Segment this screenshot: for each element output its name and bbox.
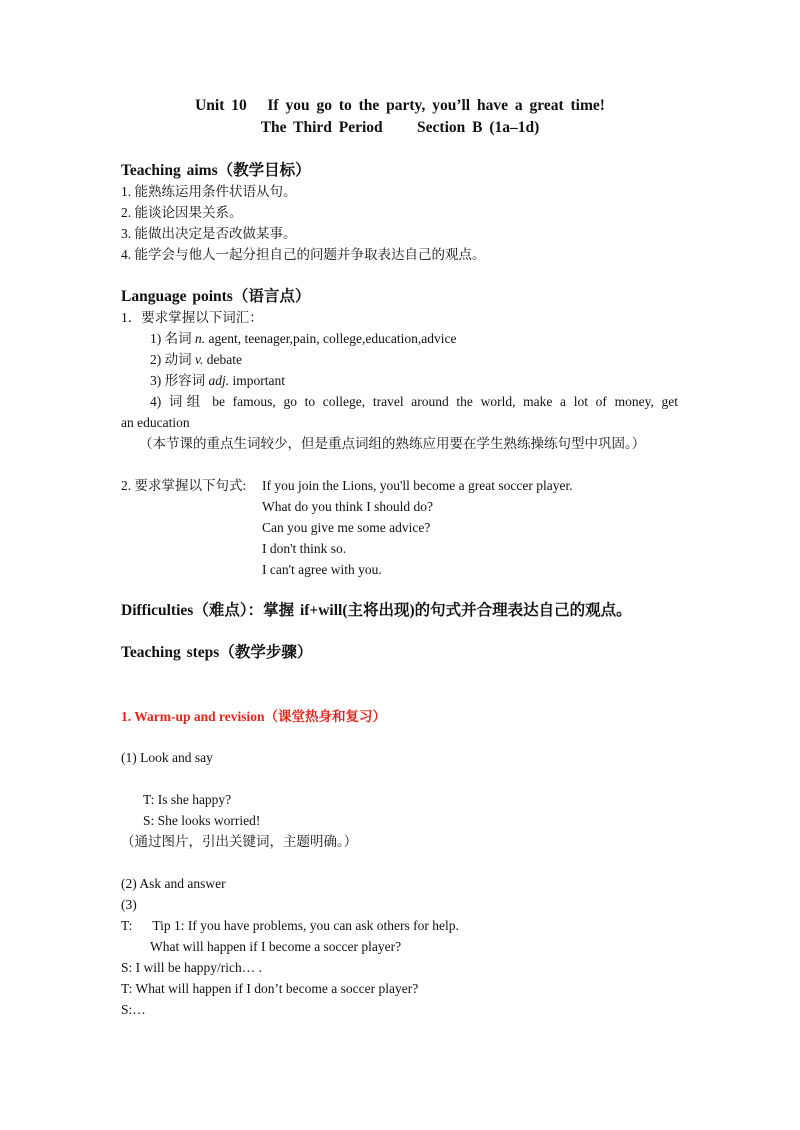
item-three: (3): [121, 897, 137, 912]
language-note: （本节课的重点生词较少，但是重点词组的熟练应用要在学生熟练操练句型中巩固。）: [139, 436, 646, 451]
look-and-say: (1) Look and say: [121, 750, 213, 765]
sentence-1: If you join the Lions, you'll become a great soccer player.: [262, 478, 573, 493]
difficulties-heading: Difficulties（难点）：掌握 if+will(主将出现)的句式并合理表达自己的观点。: [121, 602, 632, 619]
dialog-line-5: S:…: [121, 1002, 146, 1017]
vocab-num: 3) 形容词: [150, 373, 209, 388]
vocab-words: agent, teenager,pain, college,education,advice: [205, 331, 457, 346]
sentence-5: I can't agree with you.: [262, 562, 382, 577]
teaching-steps-heading: Teaching steps（教学步骤）: [121, 644, 313, 661]
phrases-line-2: an education: [121, 415, 190, 430]
sentence-2: What do you think I should do?: [262, 499, 433, 514]
title-line-2: The Third Period Section B (1a–1d): [260, 119, 540, 136]
part-of-speech: n.: [195, 331, 206, 346]
vocab-words: important: [229, 373, 286, 388]
vocab-words: debate: [203, 352, 242, 367]
vocab-num: 1) 名词: [150, 331, 195, 346]
warmup-note: （通过图片，引出关键词，主题明确。）: [121, 834, 358, 849]
aim-item-2: 2. 能谈论因果关系。: [121, 205, 243, 220]
part-of-speech: adj.: [208, 373, 230, 388]
vocab-item-1: [150, 330, 456, 348]
title-line-1: Unit 10 If you go to the party, you’ll have a great time!: [195, 97, 605, 114]
vocab-item-2: [150, 351, 242, 369]
vocab-intro: 1．要求掌握以下词汇：: [121, 310, 263, 325]
vocab-num: 2) 动词: [150, 352, 195, 367]
teacher-line: T: Is she happy?: [143, 792, 232, 807]
dialog-line-4: T: What will happen if I don’t become a soccer player?: [121, 981, 419, 996]
aim-item-4: 4. 能学会与他人一起分担自己的问题并争取表达自己的观点。: [121, 247, 486, 262]
sentence-3: Can you give me some advice?: [262, 520, 431, 535]
aim-item-3: 3. 能做出决定是否改做某事。: [121, 226, 297, 241]
ask-and-answer: (2) Ask and answer: [121, 876, 226, 891]
student-line: S: She looks worried!: [143, 813, 261, 828]
dialog-line-2: What will happen if I become a soccer player?: [150, 939, 402, 954]
teaching-aims-heading: Teaching aims（教学目标）: [121, 162, 311, 179]
dialog-line-3: S: I will be happy/rich… .: [121, 960, 262, 975]
warmup-heading: 1. Warm-up and revision（课堂热身和复习）: [121, 709, 387, 724]
part-of-speech: v.: [195, 352, 204, 367]
aim-item-1: 1. 能熟练运用条件状语从句。: [121, 184, 297, 199]
language-points-heading: Language points（语言点）: [121, 288, 311, 305]
sentence-intro: 2. 要求掌握以下句式:: [121, 478, 247, 493]
sentence-4: I don't think so.: [262, 541, 347, 556]
dialog-line-1: T: Tip 1: If you have problems, you can ask others for help.: [121, 918, 459, 933]
vocab-item-3: [150, 372, 285, 390]
phrases-line-1: 4) 词组 be famous, go to college, travel around the world, make a lot of money, get: [150, 394, 678, 409]
